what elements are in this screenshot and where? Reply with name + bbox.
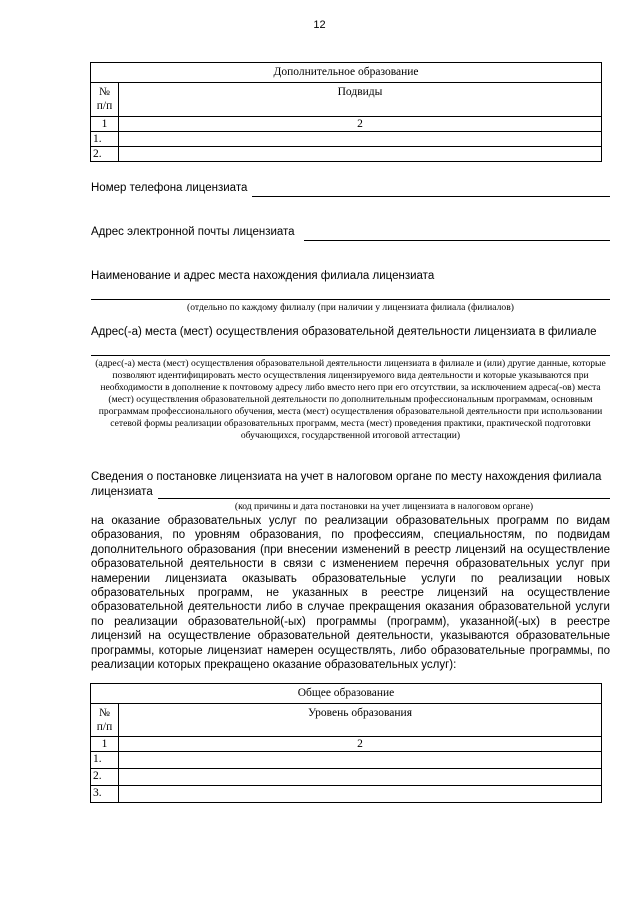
tax-label-line2: лицензиата (91, 486, 153, 498)
row-value[interactable] (119, 752, 602, 769)
main-paragraph: на оказание образовательных услуг по реализации образовательных программ по видам образования, по уровням образования, по профессиям, специальностям, по подвидам дополнительного образования (при внесении изменений в реестр лицензий на осуществление образовательной деятельности в связи с изменением перечня образовательных услуг при намерении лицензиата оказывать образовательные услуги по реализации новых образовательных программ, не указанных в реестре лицензий на осуществление образовательной деятельности либо в случае прекращения оказания образовательной услуги по реализации образовательной(-ых) программы (программ), указанной(-ых) в реестре лицензий на осуществление образовательной деятельности, указываются образовательные программы, которые лицензиат намерен осуществлять, либо образовательные программы, по реализации которых прекращено оказание образовательных услуг): (91, 515, 610, 672)
table-title: Дополнительное образование (91, 63, 602, 83)
phone-label: Номер телефона лицензиата (91, 182, 248, 194)
col-num-header: № п/п (91, 704, 119, 737)
tax-label-line1: Сведения о постановке лицензиата на учет в налоговом органе по месту нахождения филиала (91, 471, 602, 483)
col-name-header: Подвиды (119, 83, 602, 117)
row-num: 1. (91, 132, 119, 147)
row-value[interactable] (119, 786, 602, 803)
tax-field[interactable] (158, 498, 610, 499)
table-title: Общее образование (91, 684, 602, 704)
activity-address-field[interactable] (91, 355, 610, 356)
row-num: 1. (91, 752, 119, 769)
tax-note: (код причины и дата постановки на учет лицензиата в налоговом органе) (234, 501, 534, 512)
branch-label: Наименование и адрес места нахождения филиала лицензиата (91, 270, 435, 282)
general-education-table (90, 683, 602, 803)
row-value[interactable] (119, 132, 602, 147)
col-name-header: Уровень образования (119, 704, 602, 737)
table-row (91, 132, 602, 147)
table-row (91, 786, 602, 803)
email-field[interactable] (304, 240, 610, 241)
branch-field[interactable] (91, 299, 610, 300)
table-row (91, 752, 602, 769)
col-num-header: № п/п (91, 83, 119, 117)
row-num: 2. (91, 147, 119, 162)
page-number: 12 (313, 19, 326, 31)
row-value[interactable] (119, 769, 602, 786)
phone-field[interactable] (252, 196, 610, 197)
activity-address-label: Адрес(-а) места (мест) осуществления образовательной деятельности лицензиата в филиале (91, 326, 597, 338)
row-value[interactable] (119, 147, 602, 162)
additional-education-table (90, 62, 602, 162)
branch-note: (отдельно по каждому филиалу (при наличии у лицензиата филиала (филиалов) (187, 302, 514, 313)
activity-address-note: (адрес(-а) места (мест) осуществления образовательной деятельности лицензиата в филиале и (или) другие данные, которые позволяют идентифицировать место осуществления лицензируемого вида деятельности и которые указываются при необходимости в дополнение к почтовому адресу либо вместо него при его отсутствии, за исключением адреса(-ов) места (мест) осуществления образовательной деятельности по дополнительным профессиональным программам, основным программам профессионального обучения, места (мест) осуществления образовательной деятельности при использовании сетевой формы реализации образовательных программ, места (мест) проведения практики, практической подготовки обучающихся, государственной итоговой аттестации) (95, 358, 606, 441)
email-label: Адрес электронной почты лицензиата (91, 226, 295, 238)
index-cell: 1 (91, 737, 119, 752)
row-num: 3. (91, 786, 119, 803)
index-cell: 2 (119, 737, 602, 752)
row-num: 2. (91, 769, 119, 786)
table-row (91, 147, 602, 162)
table-row (91, 769, 602, 786)
index-cell: 2 (119, 117, 602, 132)
index-cell: 1 (91, 117, 119, 132)
